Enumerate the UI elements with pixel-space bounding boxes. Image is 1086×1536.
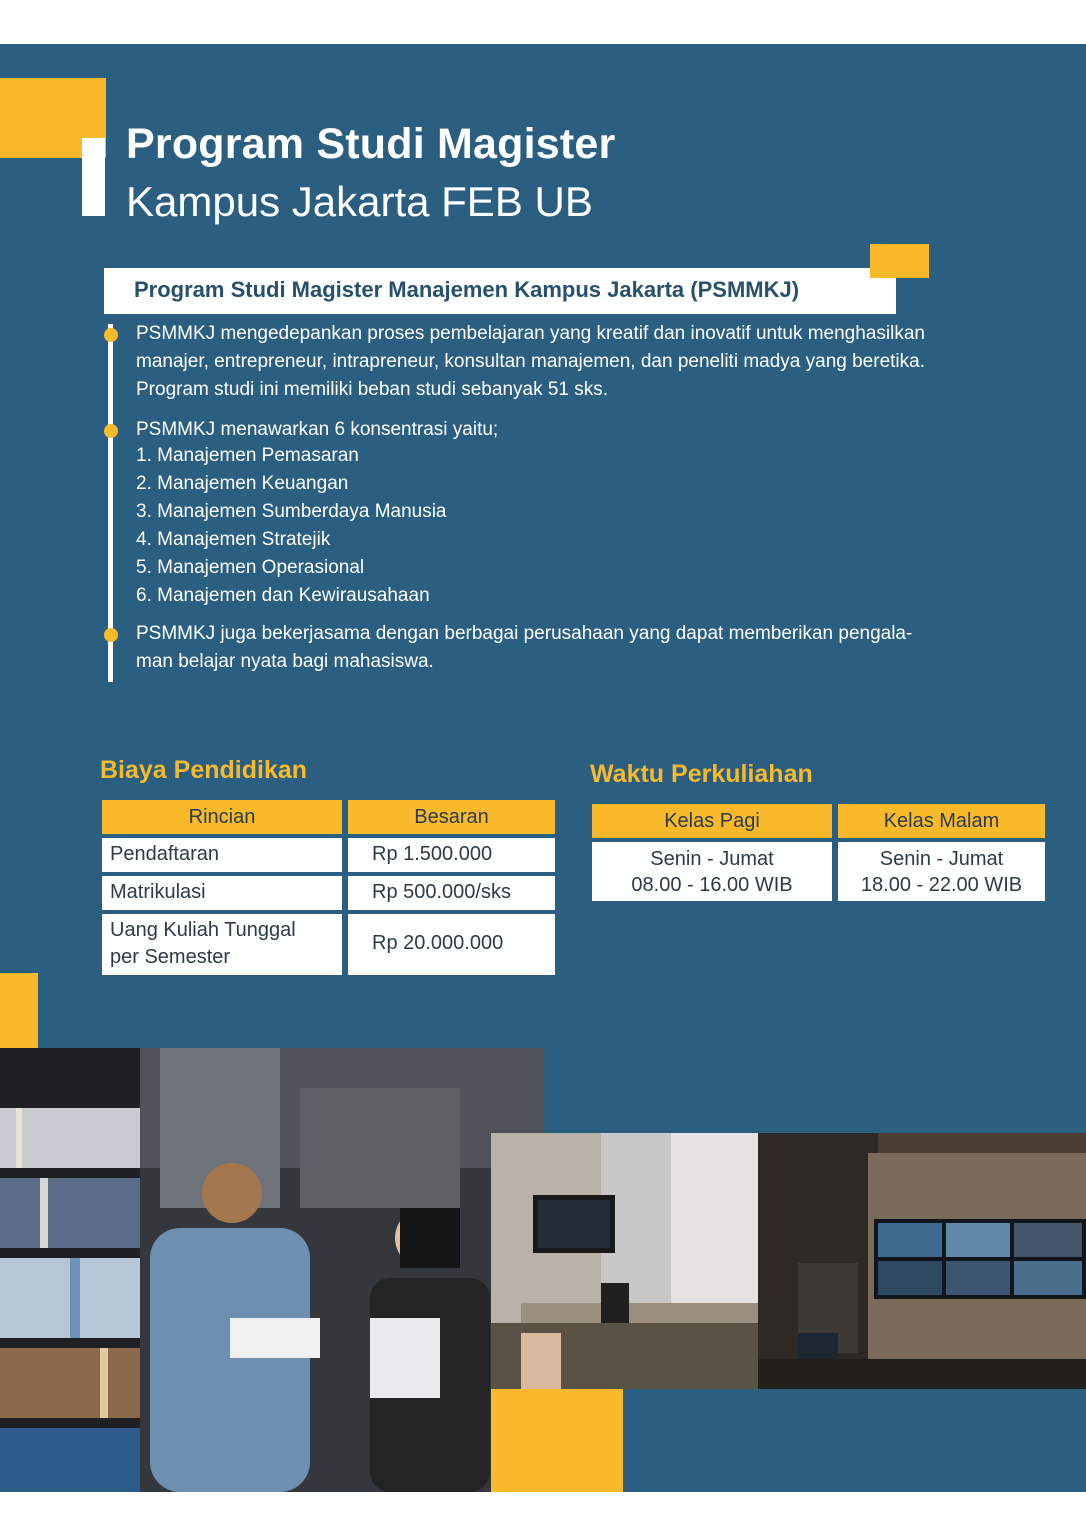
bookshelf-icon [0, 1048, 140, 1492]
fee-amount-pendaftaran [348, 838, 555, 872]
office-photo-illustration [491, 1133, 758, 1389]
monitor-icon [533, 1195, 615, 1253]
list-item: 4. Manajemen Stratejik [136, 529, 331, 550]
fee-amount-matrikulasi [348, 876, 555, 910]
list-item: 3. Manajemen Sumberdaya Manusia [136, 501, 447, 522]
schedule-malam-cell [838, 842, 1045, 901]
banner-yellow-block [870, 244, 929, 278]
list-item: 1. Manajemen Pemasaran [136, 445, 359, 466]
fees-col-besaran: Besaran [348, 800, 555, 834]
concentrations-list [136, 442, 447, 610]
fee-item-label: Matrikulasi [110, 881, 206, 903]
description-line: PSMMKJ mengedepankan proses pembelajaran yang kreatif dan inovatif untuk menghasilkan [136, 323, 925, 344]
studio-photo [758, 1133, 1086, 1389]
fee-item-label: per Semester [110, 946, 231, 968]
fee-item-ukt [102, 914, 342, 975]
fee-item-label: Pendaftaran [110, 843, 219, 865]
page-title: Program Studi Magister [126, 120, 616, 168]
list-item: 5. Manajemen Operasional [136, 557, 365, 578]
program-banner [104, 268, 896, 314]
brochure-panel [0, 44, 1086, 1492]
library-photo [0, 1048, 544, 1492]
fee-item-matrikulasi [102, 876, 342, 910]
fee-amount: Rp 500.000/sks [372, 881, 511, 903]
schedule-time: 08.00 - 16.00 WIB [631, 874, 793, 896]
program-description [136, 320, 925, 404]
schedule-heading: Waktu Perkuliahan [590, 760, 813, 788]
page-subtitle: Kampus Jakarta FEB UB [126, 178, 593, 225]
header-white-bar [82, 138, 105, 216]
video-wall-icon [874, 1219, 1086, 1299]
fee-amount: Rp 20.000.000 [372, 932, 504, 954]
library-photo-illustration [0, 1048, 544, 1492]
fees-heading: Biaya Pendidikan [100, 756, 308, 784]
program-banner-text: Program Studi Magister Manajemen Kampus Jakarta (PSMMKJ) [134, 277, 800, 302]
timeline-dot-1 [104, 328, 118, 342]
partnership-line: PSMMKJ juga bekerjasama dengan berbagai perusahaan yang dapat memberikan pengala- [136, 623, 913, 644]
schedule-col-pagi: Kelas Pagi [592, 804, 832, 838]
concentrations-intro: PSMMKJ menawarkan 6 konsentrasi yaitu; [136, 419, 499, 440]
partnership-line: man belajar nyata bagi mahasiswa. [136, 651, 434, 672]
photo-yellow-block-bottom [491, 1389, 623, 1492]
partnership-text [136, 620, 912, 676]
description-line: Program studi ini memiliki beban studi sebanyak 51 sks. [136, 379, 609, 400]
schedule-pagi-cell [592, 842, 832, 901]
fee-amount-ukt [348, 914, 555, 975]
studio-photo-illustration [758, 1133, 1086, 1389]
schedule-days: Senin - Jumat [879, 848, 1004, 870]
timeline-dot-3 [104, 628, 118, 642]
schedule-col-malam: Kelas Malam [838, 804, 1045, 838]
schedule-days: Senin - Jumat [650, 848, 774, 870]
timeline-dot-2 [104, 424, 118, 438]
fees-col-rincian: Rincian [102, 800, 342, 834]
list-item: 2. Manajemen Keuangan [136, 473, 349, 494]
fee-item-pendaftaran [102, 838, 342, 872]
fee-item-label: Uang Kuliah Tunggal [110, 919, 296, 941]
list-item: 6. Manajemen dan Kewirausahaan [136, 585, 430, 606]
office-photo [491, 1133, 758, 1389]
description-line: manajer, entrepreneur, intrapreneur, konsultan manajemen, dan peneliti madya yang beretika. [136, 351, 925, 372]
schedule-time: 18.00 - 22.00 WIB [860, 874, 1023, 896]
fee-amount: Rp 1.500.000 [372, 843, 493, 865]
